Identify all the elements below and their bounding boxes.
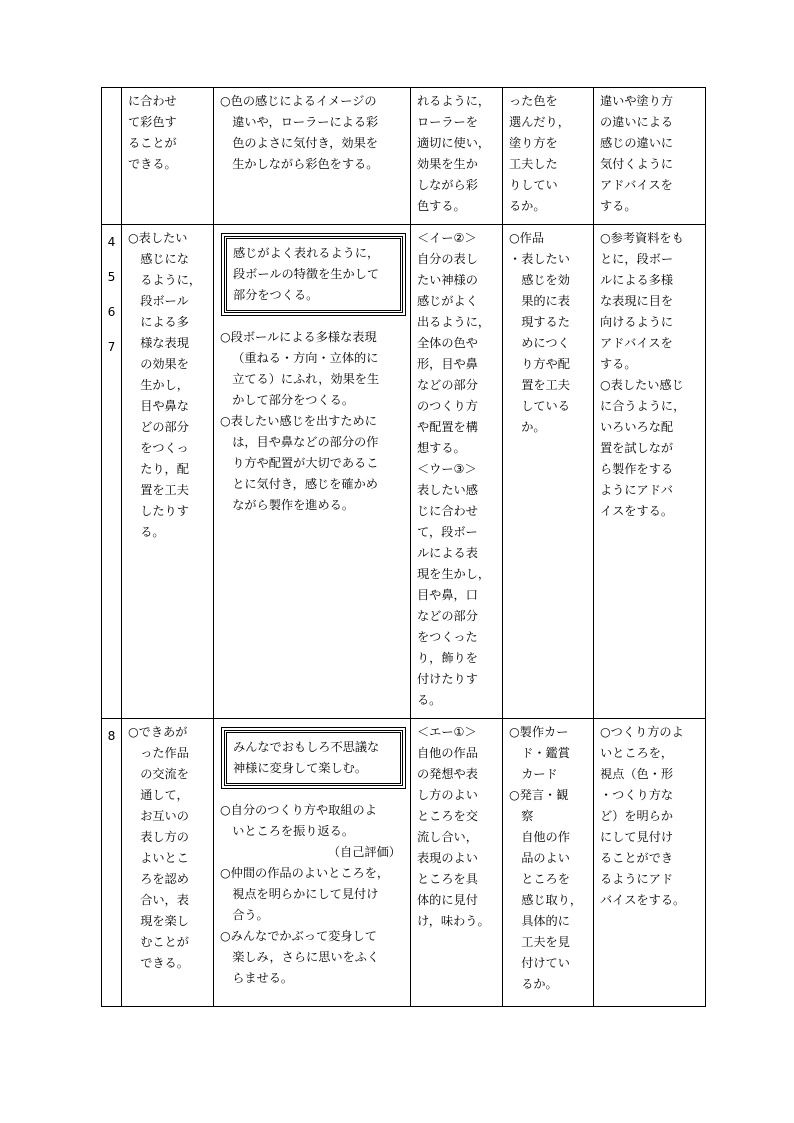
text-line: ら製作をする	[600, 462, 674, 476]
text-line: るか。	[509, 199, 546, 213]
text-line: か。	[521, 420, 546, 434]
objective-text	[128, 722, 210, 974]
text-line: て，段ボー	[417, 525, 478, 539]
text-line: 様な表現	[140, 336, 189, 350]
text-line: 視点（色・形	[600, 767, 674, 781]
text-line: 現するた	[521, 315, 570, 329]
text-line: 通して，	[140, 788, 189, 802]
text-line: 現を楽し	[140, 914, 189, 928]
text-line: 表現のよい	[417, 851, 478, 865]
text-line: ○発言・観	[509, 788, 569, 802]
text-line: している	[521, 399, 570, 413]
text-line: アドバイスを	[600, 178, 673, 192]
lesson-number-cell	[102, 88, 122, 225]
text-line: イスをする。	[600, 504, 674, 518]
text-line: 出るように，	[417, 315, 491, 329]
text-line: 感じを効	[521, 273, 570, 287]
text-line: ・つくり方な	[600, 788, 674, 802]
objective-cell	[122, 225, 214, 719]
text-line: めにつく	[521, 336, 570, 350]
text-line: ○製作カー	[509, 725, 569, 739]
text-line: ど）を明らか	[600, 809, 674, 823]
evaluation-cell	[411, 88, 503, 225]
text-line: 合い，表	[140, 893, 189, 907]
text-line: 自分の表し	[417, 252, 478, 266]
lesson-plan-table	[101, 87, 706, 1007]
evaluation-text	[417, 228, 499, 711]
support-text	[600, 722, 702, 911]
text-line: の発想や表	[417, 767, 478, 781]
text-line: ＜イー②＞	[417, 231, 477, 245]
text-line: ルによる多様	[600, 273, 674, 287]
text-line: 生かし，	[140, 378, 189, 392]
text-line: ○表したい感じを出すために	[220, 414, 377, 428]
text-line: 感じにな	[140, 252, 189, 266]
text-line: 現を生かし，	[417, 567, 491, 581]
text-line: できる。	[140, 956, 189, 970]
text-line: 楽しみ，さらに思いをふく	[232, 950, 380, 964]
text-line: 神様に変身して楽しむ。	[233, 761, 368, 775]
text-line: みんなでおもしろ不思議な	[233, 740, 380, 754]
text-line: ○自分のつくり方や取組のよ	[220, 803, 377, 817]
lesson-number: 8	[107, 729, 116, 743]
text-line: 自他の作品	[417, 746, 478, 760]
text-line: 置を工夫	[140, 483, 189, 497]
text-line: とに，段ボー	[600, 252, 674, 266]
lesson-goal-text	[233, 737, 394, 779]
text-line: った作品	[140, 746, 189, 760]
text-line: の違いによる	[600, 115, 674, 129]
text-line: 感じがよく	[417, 294, 478, 308]
text-line: の交流を	[140, 767, 189, 781]
support-cell	[594, 88, 706, 225]
text-line: 置を試しなが	[600, 441, 674, 455]
method-cell	[503, 719, 594, 1007]
text-line: 品のよい	[521, 851, 570, 865]
text-line: 果的に表	[521, 294, 570, 308]
text-line: むことが	[140, 935, 189, 949]
activity-cell	[214, 225, 411, 719]
text-line: るようにアド	[600, 872, 674, 886]
text-line: れるように，	[417, 94, 491, 108]
text-line: ・表したい	[509, 252, 570, 266]
text-line: 生かしながら彩色をする。	[232, 157, 379, 171]
text-line: 感じ取り，	[521, 893, 583, 907]
text-line: 形，目や鼻	[417, 357, 478, 371]
lesson-goal-box	[224, 236, 403, 313]
text-line: や配置を構	[417, 420, 478, 434]
evaluation-text	[417, 91, 499, 217]
method-text	[509, 91, 590, 217]
text-line: に合わせ	[128, 94, 177, 108]
text-line: け，味わう。	[417, 914, 490, 928]
text-line: ○段ボールによる多様な表現	[220, 330, 377, 344]
text-line: したりす	[140, 504, 189, 518]
objective-text	[128, 228, 210, 543]
objective-cell	[122, 719, 214, 1007]
text-line: ○つくり方のよ	[600, 725, 684, 739]
text-line: （自己評価）	[327, 845, 401, 859]
text-line: などの部分	[417, 378, 478, 392]
text-line: 全体の色や	[417, 336, 478, 350]
text-line: 部分をつくる。	[233, 288, 319, 302]
text-line: る。	[140, 525, 165, 539]
text-line: の効果を	[140, 357, 189, 371]
text-line: する。	[600, 357, 637, 371]
lesson-number: 5	[107, 270, 116, 284]
text-line: 表し方の	[140, 830, 189, 844]
text-line: ○できあが	[128, 725, 188, 739]
text-line: ○作品	[509, 231, 545, 245]
text-line: などの部分	[417, 609, 478, 623]
text-line: をつくっ	[140, 441, 189, 455]
text-line: にして見付け	[600, 830, 674, 844]
method-text	[509, 228, 590, 438]
text-line: 表したい感	[417, 483, 478, 497]
text-line: 察	[521, 809, 534, 823]
text-line: ＜ウー③＞	[417, 462, 477, 476]
text-line: 工夫した	[509, 157, 558, 171]
table-row	[102, 88, 706, 225]
text-line: しながら彩	[417, 178, 478, 192]
text-line: ＜エー①＞	[417, 725, 477, 739]
text-line: のつくり方	[417, 399, 478, 413]
support-text	[600, 228, 702, 522]
text-line: どの部分	[140, 420, 189, 434]
text-line: をつくった	[417, 630, 478, 644]
text-line: （重ねる・方向・立体的に	[232, 351, 379, 365]
text-line: ○表したい感じ	[600, 378, 684, 392]
text-line: 色のよさに気付き，効果を	[232, 136, 378, 150]
text-line: よいとこ	[140, 851, 189, 865]
text-line: 目や鼻な	[140, 399, 189, 413]
text-line: いところを，	[600, 746, 674, 760]
text-line: 段ボール	[140, 294, 189, 308]
text-line: 段ボールの特徴を生かして	[233, 267, 380, 281]
text-line: じに合わせ	[417, 504, 478, 518]
text-line: ○表したい	[128, 231, 188, 245]
table-row	[102, 719, 706, 1007]
evaluation-cell	[411, 225, 503, 719]
text-line: り方や配置が大切であるこ	[232, 456, 379, 470]
text-line: ところを	[521, 872, 570, 886]
text-line: 視点を明らかにして見付け	[232, 887, 379, 901]
text-line: りしてい	[509, 178, 558, 192]
text-line: に合うように，	[600, 399, 686, 413]
text-line: 付けたりす	[417, 672, 478, 686]
text-line: は，目や鼻などの部分の作	[232, 435, 379, 449]
text-line: お互いの	[140, 809, 189, 823]
support-cell	[594, 719, 706, 1007]
lesson-number-cell	[102, 225, 122, 719]
text-line: 立てる）にふれ，効果を生	[232, 372, 380, 386]
text-line: 気付くように	[600, 157, 674, 171]
text-line: 違いや塗り方	[600, 94, 674, 108]
text-line: 体的に見付	[417, 893, 478, 907]
text-line: ることができ	[600, 851, 674, 865]
text-line: 効果を生か	[417, 157, 478, 171]
text-line: いろいろな配	[600, 420, 674, 434]
text-line: ○仲間の作品のよいところを，	[220, 866, 390, 880]
activity-item	[220, 91, 407, 175]
activity-item	[220, 842, 407, 863]
text-line: る。	[417, 693, 442, 707]
method-cell	[503, 88, 594, 225]
text-line: ド・鑑賞	[521, 746, 570, 760]
text-line: 感じがよく表れるように，	[233, 246, 380, 260]
activity-item	[220, 327, 407, 411]
support-cell	[594, 225, 706, 719]
lesson-number-list	[102, 225, 121, 365]
text-line: ルによる表	[417, 546, 478, 560]
text-line: ところを交	[417, 809, 478, 823]
text-line: 具体的に	[521, 914, 570, 928]
lesson-number-cell	[102, 719, 122, 1007]
evaluation-text	[417, 722, 499, 932]
text-line: ようにアドバ	[600, 483, 673, 497]
activity-cell	[214, 88, 411, 225]
table-row	[102, 225, 706, 719]
text-line: 流し合い，	[417, 830, 478, 844]
text-line: いところを振り返る。	[232, 824, 355, 838]
text-line: るように，	[140, 273, 202, 287]
lesson-number: 6	[107, 305, 116, 319]
text-line: カード	[521, 767, 558, 781]
text-line: 置を工夫	[521, 378, 570, 392]
text-line: るか。	[521, 977, 558, 991]
text-line: ○色の感じによるイメージの	[220, 94, 377, 108]
text-line: 違いや，ローラーによる彩	[232, 115, 379, 129]
text-line: アドバイスを	[600, 336, 673, 350]
text-line: り方や配	[521, 357, 570, 371]
text-line: 想する。	[417, 441, 466, 455]
text-line: 向けるように	[600, 315, 674, 329]
text-line: り，飾りを	[417, 651, 478, 665]
text-line: できる。	[128, 157, 177, 171]
text-line: 工夫を見	[521, 935, 570, 949]
lesson-number-list	[102, 719, 121, 754]
text-line: ることが	[128, 136, 177, 150]
text-line: 合う。	[232, 908, 269, 922]
evaluation-cell	[411, 719, 503, 1007]
text-line: とに気付き，感じを確かめ	[232, 477, 378, 491]
lesson-number: 4	[107, 235, 116, 249]
text-line: する。	[600, 199, 637, 213]
text-line: による多	[140, 315, 189, 329]
text-line: 適切に使い，	[417, 136, 491, 150]
support-text	[600, 91, 702, 217]
method-text	[509, 722, 590, 995]
text-line: ところを具	[417, 872, 478, 886]
method-cell	[503, 225, 594, 719]
objective-cell	[122, 88, 214, 225]
text-line: ○参考資料をも	[600, 231, 684, 245]
activity-cell	[214, 719, 411, 1007]
text-line: かして部分をつくる。	[232, 393, 355, 407]
text-line: 付けてい	[521, 956, 570, 970]
lesson-goal-text	[233, 243, 394, 306]
activity-item	[220, 926, 407, 989]
lesson-goal-box	[224, 730, 403, 786]
text-line: し方のよい	[417, 788, 478, 802]
text-line: ○みんなでかぶって変身して	[220, 929, 377, 943]
text-line: らませる。	[232, 971, 294, 985]
text-line: 自他の作	[521, 830, 570, 844]
text-line: ローラーを	[417, 115, 478, 129]
text-line: ながら製作を進める。	[232, 498, 355, 512]
text-line: な表現に目を	[600, 294, 674, 308]
text-line: った色を	[509, 94, 558, 108]
activity-item	[220, 411, 407, 516]
activity-item	[220, 800, 407, 842]
text-line: 感じの違いに	[600, 136, 674, 150]
text-line: 選んだり，	[509, 115, 570, 129]
text-line: バイスをする。	[600, 893, 686, 907]
text-line: ろを認め	[140, 872, 189, 886]
activity-item	[220, 863, 407, 926]
lesson-number: 7	[107, 340, 116, 354]
text-line: 色する。	[417, 199, 466, 213]
text-line: 目や鼻，口	[417, 588, 478, 602]
text-line: て彩色す	[128, 115, 177, 129]
text-line: たい神様の	[417, 273, 478, 287]
objective-text	[128, 91, 210, 175]
text-line: たり，配	[140, 462, 189, 476]
text-line: 塗り方を	[509, 136, 558, 150]
